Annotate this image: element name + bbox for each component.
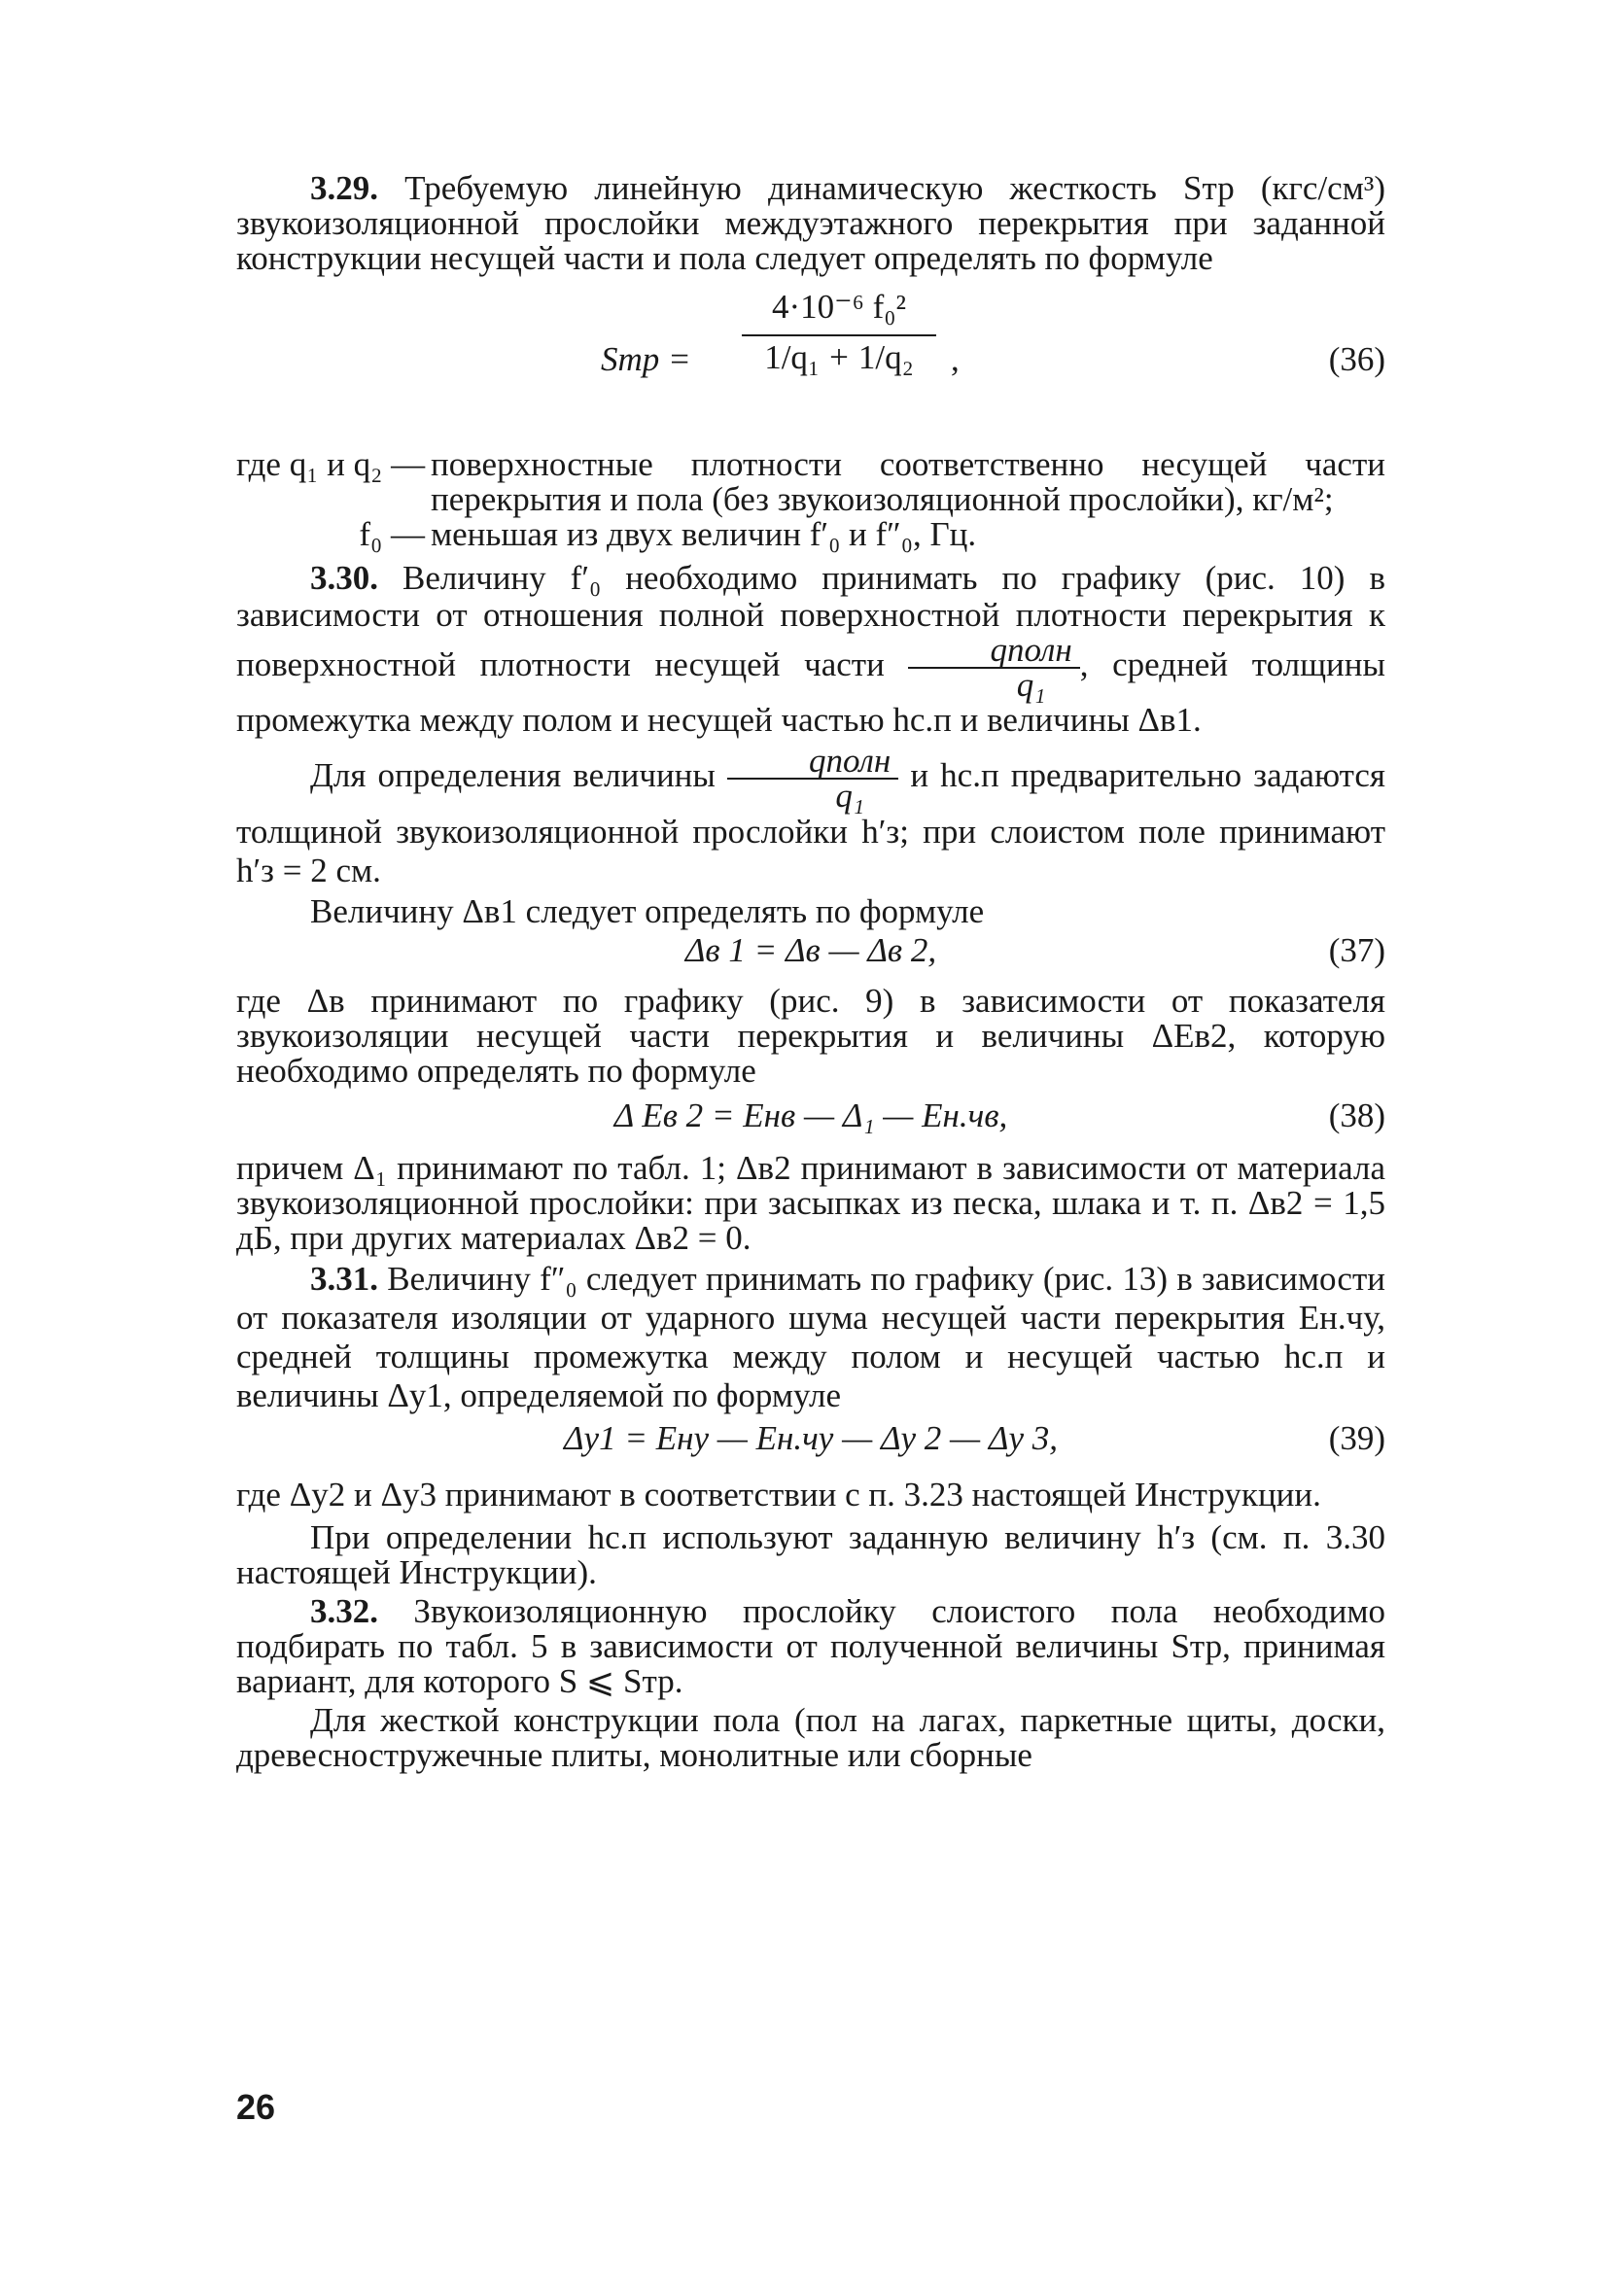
paragraph-3-30-b — [236, 742, 1386, 890]
where-label: где q₁ и q₂ — — [236, 445, 426, 483]
clause-number: 3.32. — [310, 1592, 378, 1630]
ratio-fraction — [908, 631, 1079, 704]
equation-37 — [236, 933, 1385, 980]
equation-36 — [236, 286, 1385, 437]
where-block-36 — [236, 447, 1385, 552]
paragraph-3-30-d — [236, 984, 1385, 1089]
equation-body: Δ Eв 2 = Eнв — Δ₁ — Eн.чв, — [613, 1096, 1008, 1134]
equation-body: Δв 1 = Δв — Δв 2, — [684, 931, 937, 969]
paragraph-text: где Δу2 и Δу3 принимают в соответствии с п. 3.23 настоящей Инструкции. — [236, 1476, 1321, 1513]
paragraph-text: Звукоизоляционную прослойку слоистого пола необходимо подбирать по табл. 5 в зависимости от полученной величины Sтр, принимая вариант, для которого S ⩽ Sтр. — [236, 1592, 1385, 1700]
where-definition: поверхностные плотности соответственно несущей части перекрытия и пола (без звукоизоляционной прослойки), кг/м²; — [431, 445, 1385, 518]
paragraph-3-31 — [236, 1260, 1385, 1415]
equation-numerator: 4·10⁻⁶ f₀² — [772, 288, 906, 326]
paragraph-text: Требуемую линейную динамическую жесткость Sтр (кгс/см³) звукоизоляционной прослойки междуэтажного перекрытия при заданной конструкции несущей части и пола следует определять по формуле — [236, 169, 1385, 277]
paragraph-text: Величину f″₀ следует принимать по графику (рис. 13) в зависимости от показателя изоляции от ударного шума несущей части перекрытия Eн.чу, средней толщины промежутка между полом и несущей частью hс.п и величины Δу1, определяемой по формуле — [236, 1260, 1385, 1414]
equation-lhs: Sтр = — [601, 340, 691, 378]
denominator-term-2: 1/q₂ — [857, 338, 914, 376]
paragraph-3-30 — [236, 560, 1385, 739]
clause-number: 3.29. — [310, 169, 378, 207]
paragraph-text: Величину f′₀ необходимо принимать по графику (рис. 10) в зависимости от отношения полной поверхностной плотности перекрытия к поверхностной плотности несущей части — [236, 559, 1385, 684]
equation-number: (38) — [1328, 1096, 1385, 1134]
ratio-numerator: qполн — [908, 634, 1079, 669]
paragraph-text: причем Δ₁ принимают по табл. 1; Δв2 принимают в зависимости от материала звукоизоляционной прослойки: при засыпках из песка, шлака и т. п. Δв2 = 1,5 дБ, при других материалах Δв2 = 0. — [236, 1149, 1385, 1257]
ratio-denominator: q₁ — [1016, 666, 1046, 704]
where-definition: меньшая из двух величин f′₀ и f″₀, Гц. — [431, 515, 977, 553]
clause-number: 3.30. — [310, 559, 378, 597]
paragraph-3-29 — [236, 171, 1385, 276]
page-number: 26 — [236, 2087, 276, 2127]
paragraph-3-31-c — [236, 1520, 1385, 1590]
where-label: f₀ — — [359, 515, 425, 553]
paragraph-3-32-b — [236, 1703, 1385, 1773]
equation-comma: , — [951, 340, 960, 378]
paragraph-text: При определении hс.п используют заданную величину h′з (см. п. 3.30 настоящей Инструкции). — [236, 1518, 1385, 1591]
ratio-numerator: qполн — [727, 745, 898, 780]
paragraph-text: Для определения величины — [310, 756, 716, 795]
equation-fraction — [742, 286, 936, 375]
document-body — [236, 171, 1385, 1773]
equation-number: (37) — [1328, 931, 1385, 969]
equation-39 — [236, 1421, 1385, 1468]
ratio-denominator: q₁ — [835, 777, 864, 815]
paragraph-text: Величину Δв1 следует определять по формуле — [310, 892, 985, 930]
paragraph-text: , средней толщины промежутка между полом и несущей частью hс.п и величины Δв1. — [236, 645, 1385, 739]
paragraph-3-30-c — [236, 894, 1385, 929]
paragraph-text: где Δв принимают по графику (рис. 9) в зависимости от показателя звукоизоляции несущей части перекрытия и величины ΔEв2, которую необходимо определять по формуле — [236, 982, 1385, 1090]
fraction-bar — [742, 334, 936, 336]
clause-number: 3.31. — [310, 1260, 378, 1298]
equation-number: (36) — [1328, 340, 1385, 378]
equation-denominator — [742, 340, 936, 375]
paragraph-3-32 — [236, 1594, 1385, 1699]
paragraph-text: Для жесткой конструкции пола (пол на лагах, паркетные щиты, доски, древесностружечные плиты, монолитные или сборные — [236, 1701, 1385, 1774]
paragraph-3-30-e — [236, 1151, 1385, 1256]
paragraph-3-31-b — [236, 1478, 1385, 1513]
ratio-fraction — [727, 742, 898, 815]
plus-sign: + — [829, 338, 849, 376]
equation-body: Δу1 = Eну — Eн.чу — Δу 2 — Δу 3, — [564, 1419, 1058, 1457]
equation-38 — [236, 1098, 1385, 1145]
paragraph-text: и hс.п предварительно задаются толщиной звукоизоляционной прослойки h′з; при слоистом поле принимают h′з = 2 см. — [236, 756, 1386, 889]
equation-number: (39) — [1328, 1419, 1385, 1457]
denominator-term-1: 1/q₁ — [764, 338, 821, 376]
